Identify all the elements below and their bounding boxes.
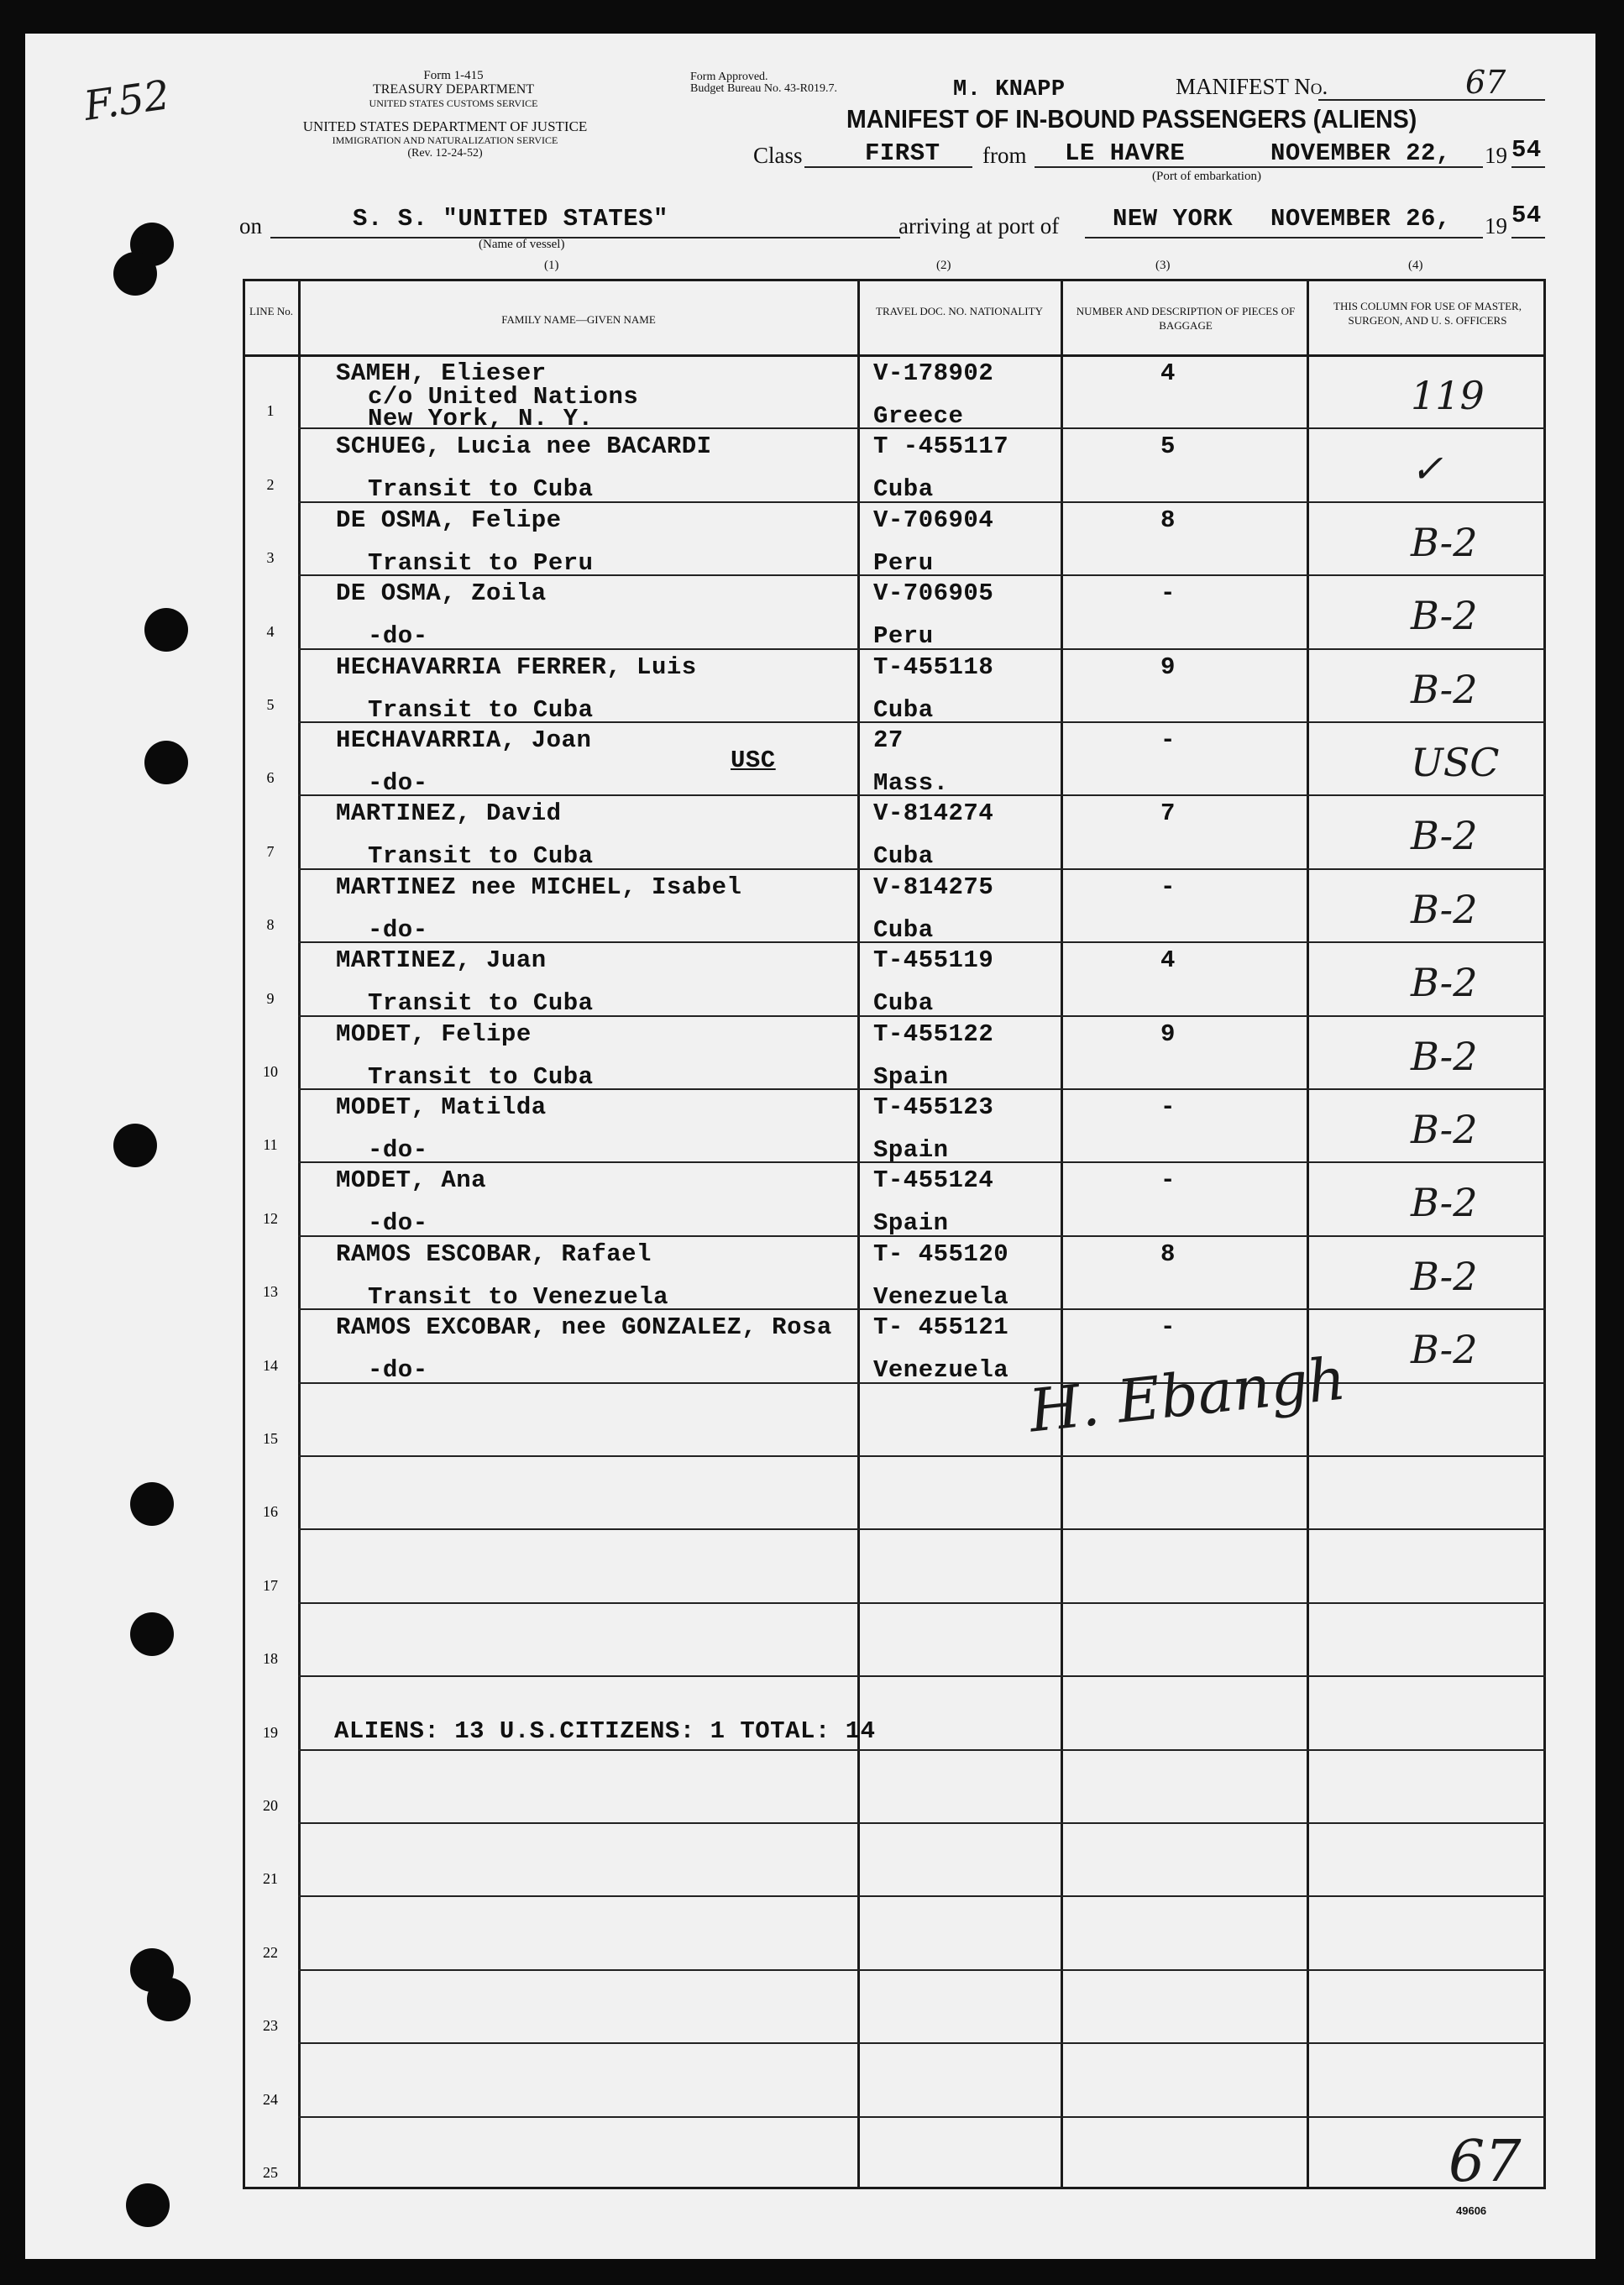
- line-number: 22: [263, 1943, 278, 1961]
- footer-code: 49606: [1456, 2204, 1487, 2217]
- binder-hole: [126, 2183, 170, 2227]
- line-number: 19: [263, 1723, 278, 1741]
- nationality: Venezuela: [873, 1356, 1009, 1385]
- officer-mark: B-2: [1411, 1107, 1478, 1152]
- line-number: 4: [266, 622, 275, 640]
- nationality: Mass.: [873, 769, 949, 797]
- baggage-count: 9: [1160, 652, 1176, 681]
- travel-document-number: T-455124: [873, 1166, 994, 1195]
- nationality: Cuba: [873, 842, 934, 871]
- line-number: 21: [263, 1870, 278, 1888]
- vessel-name: S. S. "UNITED STATES": [353, 205, 668, 233]
- passenger-name: MODET, Felipe: [336, 1019, 532, 1048]
- travel-document-number: V-706905: [873, 579, 994, 608]
- column-number-1: (1): [544, 259, 559, 272]
- nationality: Spain: [873, 1062, 949, 1091]
- arrival-port: NEW YORK: [1113, 205, 1234, 233]
- line-number: 1: [266, 402, 275, 420]
- manifest-title: MANIFEST OF IN-BOUND PASSENGERS (ALIENS): [846, 104, 1417, 134]
- form-number: Form 1-415: [423, 69, 484, 82]
- officer-mark: ✓: [1411, 446, 1443, 492]
- line-number: 20: [263, 1797, 278, 1814]
- row-divider: [298, 1455, 1546, 1457]
- passenger-address: New York, N. Y.: [368, 405, 594, 432]
- passenger-note: -do-: [368, 1209, 428, 1238]
- baggage-count: -: [1160, 726, 1176, 754]
- line-number: 13: [263, 1283, 278, 1301]
- officer-mark: B-2: [1411, 1180, 1478, 1226]
- line-number: 23: [263, 2017, 278, 2035]
- officer-mark: B-2: [1411, 813, 1478, 859]
- page-number: 67: [1449, 2129, 1522, 2195]
- port-of-embarkation-note: (Port of embarkation): [1152, 170, 1261, 183]
- officer-mark: USC: [1411, 740, 1500, 785]
- baggage-count: -: [1160, 1166, 1176, 1195]
- travel-document-number: T -455117: [873, 432, 1009, 461]
- baggage-count: -: [1160, 1093, 1176, 1121]
- travel-document-number: 27: [873, 726, 904, 754]
- officer-signature: H. Ebangh: [1025, 1344, 1349, 1446]
- nationality: Cuba: [873, 915, 934, 944]
- header-travel-doc: TRAVEL DOC. NO. NATIONALITY: [876, 305, 1043, 317]
- row-divider: [298, 1675, 1546, 1677]
- line-number: 15: [263, 1430, 278, 1447]
- nationality: Spain: [873, 1209, 949, 1238]
- binder-hole: [144, 608, 188, 652]
- column-number-3: (3): [1155, 259, 1171, 272]
- baggage-count: 4: [1160, 946, 1176, 975]
- revision-date: (Rev. 12-24-52): [407, 147, 483, 160]
- embarkation-port: LE HAVRE: [1065, 139, 1186, 167]
- passenger-name: RAMOS ESCOBAR, Rafael: [336, 1239, 652, 1268]
- row-divider: [298, 1895, 1546, 1897]
- travel-document-number: T-455123: [873, 1093, 994, 1121]
- binder-hole: [130, 1612, 174, 1656]
- department-of-justice: UNITED STATES DEPARTMENT OF JUSTICE: [302, 118, 588, 134]
- line-number: 10: [263, 1063, 278, 1080]
- row-divider: [298, 1822, 1546, 1824]
- officer-mark: B-2: [1411, 960, 1478, 1006]
- vessel-name-note: (Name of vessel): [479, 238, 565, 251]
- nationality: Peru: [873, 622, 934, 651]
- officer-mark: B-2: [1411, 1253, 1478, 1299]
- line-number: 7: [266, 842, 275, 860]
- manifest-number-label: MANIFEST No.: [1176, 74, 1328, 99]
- row-divider: [298, 1749, 1546, 1751]
- line-number: 24: [263, 2090, 278, 2108]
- travel-document-number: T- 455120: [873, 1239, 1009, 1268]
- passenger-note: Transit to Venezuela: [368, 1282, 669, 1311]
- passenger-name: HECHAVARRIA FERRER, Luis: [336, 652, 697, 681]
- line-number: 9: [266, 989, 275, 1007]
- header-line-no: LINE No.: [249, 305, 293, 317]
- baggage-count: 9: [1160, 1019, 1176, 1048]
- baggage-count: 7: [1160, 799, 1176, 828]
- passenger-name: MARTINEZ, David: [336, 799, 562, 828]
- header-officers: THIS COLUMN FOR USE OF MASTER, SURGEON, AND U. S. OFFICERS: [1333, 300, 1522, 327]
- passenger-name: DE OSMA, Felipe: [336, 506, 562, 534]
- nationality: Greece: [873, 402, 964, 430]
- arriving-label: arriving at port of: [898, 213, 1060, 238]
- ins-label: IMMIGRATION AND NATURALIZATION SERVICE: [332, 134, 558, 146]
- column-number-4: (4): [1408, 259, 1423, 272]
- embarkation-year: 54: [1511, 136, 1542, 164]
- usc-note: USC: [731, 747, 776, 774]
- baggage-count: -: [1160, 873, 1176, 901]
- binder-hole: [144, 741, 188, 784]
- on-label: on: [239, 213, 262, 238]
- officer-mark: 119: [1411, 373, 1485, 418]
- binder-hole: [113, 252, 157, 296]
- class-label: Class: [753, 143, 803, 168]
- officer-mark: B-2: [1411, 519, 1478, 565]
- budget-bureau: Budget Bureau No. 43-R019.7.: [690, 82, 837, 95]
- line-number: 17: [263, 1576, 278, 1594]
- row-divider: [298, 1969, 1546, 1971]
- line-number: 6: [266, 769, 275, 787]
- arrival-year: 54: [1511, 202, 1542, 229]
- embarkation-date: NOVEMBER 22,: [1270, 139, 1451, 167]
- treasury-department: TREASURY DEPARTMENT: [372, 82, 535, 97]
- signer-name: M. KNAPP: [953, 77, 1066, 102]
- header-baggage: NUMBER AND DESCRIPTION OF PIECES OF BAGGAGE: [1076, 305, 1296, 332]
- line-number: 14: [263, 1356, 278, 1374]
- passenger-note: -do-: [368, 1356, 428, 1385]
- line-number: 12: [263, 1209, 278, 1227]
- travel-document-number: T-455122: [873, 1019, 994, 1048]
- row-divider: [298, 1528, 1546, 1530]
- passenger-note: Transit to Cuba: [368, 1062, 594, 1091]
- passenger-note: -do-: [368, 622, 428, 651]
- line-number: 5: [266, 696, 275, 713]
- line-number: 3: [266, 549, 275, 567]
- line-number: 8: [266, 916, 275, 934]
- embarkation-year-prefix: 19: [1485, 143, 1507, 168]
- passenger-name: SAMEH, Elieser: [336, 359, 547, 387]
- line-number: 25: [263, 2164, 278, 2181]
- officer-mark: B-2: [1411, 1327, 1478, 1373]
- baggage-count: -: [1160, 1313, 1176, 1342]
- passenger-note: Transit to Cuba: [368, 842, 594, 871]
- from-label: from: [982, 143, 1027, 168]
- passenger-address: c/o United Nations: [368, 383, 639, 411]
- travel-document-number: T-455119: [873, 946, 994, 975]
- column-number-2: (2): [936, 259, 951, 272]
- travel-document-number: V-178902: [873, 359, 994, 387]
- header-family-name: FAMILY NAME—GIVEN NAME: [501, 313, 656, 326]
- nationality: Cuba: [873, 695, 934, 724]
- passenger-name: RAMOS EXCOBAR, nee GONZALEZ, Rosa: [336, 1313, 832, 1342]
- line-number: 2: [266, 475, 275, 493]
- travel-document-number: T-455118: [873, 652, 994, 681]
- nationality: Cuba: [873, 989, 934, 1018]
- line-number: 11: [263, 1136, 278, 1154]
- travel-document-number: V-706904: [873, 506, 994, 534]
- travel-document-number: V-814275: [873, 873, 994, 901]
- passenger-name: DE OSMA, Zoila: [336, 579, 547, 608]
- passenger-note: -do-: [368, 915, 428, 944]
- baggage-count: 4: [1160, 359, 1176, 387]
- corner-handwritten-mark: F.52: [81, 71, 173, 130]
- nationality: Peru: [873, 548, 934, 577]
- passenger-name: MODET, Matilda: [336, 1093, 547, 1121]
- officer-mark: B-2: [1411, 886, 1478, 932]
- class-value: FIRST: [865, 139, 940, 167]
- row-divider: [298, 1602, 1546, 1604]
- passenger-name: MARTINEZ nee MICHEL, Isabel: [336, 873, 742, 901]
- binder-hole: [130, 1482, 174, 1526]
- nationality: Venezuela: [873, 1282, 1009, 1311]
- passenger-name: SCHUEG, Lucia nee BACARDI: [336, 432, 712, 461]
- travel-document-number: T- 455121: [873, 1313, 1009, 1342]
- manifest-number: 67: [1465, 64, 1506, 101]
- summary-totals: ALIENS: 13 U.S.CITIZENS: 1 TOTAL: 14: [334, 1717, 876, 1745]
- officer-mark: B-2: [1411, 666, 1478, 712]
- passenger-name: MODET, Ana: [336, 1166, 487, 1195]
- baggage-count: 8: [1160, 1239, 1176, 1268]
- binder-hole: [113, 1124, 157, 1167]
- customs-service: UNITED STATES CUSTOMS SERVICE: [369, 97, 538, 109]
- line-number: 16: [263, 1503, 278, 1521]
- line-number: 18: [263, 1650, 278, 1668]
- baggage-count: 8: [1160, 506, 1176, 534]
- arrival-year-prefix: 19: [1485, 213, 1507, 238]
- baggage-count: -: [1160, 579, 1176, 608]
- passenger-name: HECHAVARRIA, Joan: [336, 726, 592, 754]
- nationality: Cuba: [873, 475, 934, 504]
- row-divider: [298, 2042, 1546, 2044]
- binder-hole: [147, 1978, 191, 2021]
- baggage-count: 5: [1160, 432, 1176, 461]
- passenger-note: -do-: [368, 769, 428, 797]
- passenger-note: Transit to Cuba: [368, 695, 594, 724]
- passenger-note: -do-: [368, 1136, 428, 1164]
- passenger-note: Transit to Peru: [368, 548, 594, 577]
- passenger-name: MARTINEZ, Juan: [336, 946, 547, 975]
- officer-mark: B-2: [1411, 1033, 1478, 1079]
- nationality: Spain: [873, 1136, 949, 1164]
- travel-document-number: V-814274: [873, 799, 994, 828]
- passenger-note: Transit to Cuba: [368, 475, 594, 504]
- row-divider: [298, 2116, 1546, 2118]
- officer-mark: B-2: [1411, 593, 1478, 639]
- form-approved: Form Approved.: [690, 71, 768, 83]
- passenger-note: Transit to Cuba: [368, 989, 594, 1018]
- arrival-date: NOVEMBER 26,: [1270, 205, 1451, 233]
